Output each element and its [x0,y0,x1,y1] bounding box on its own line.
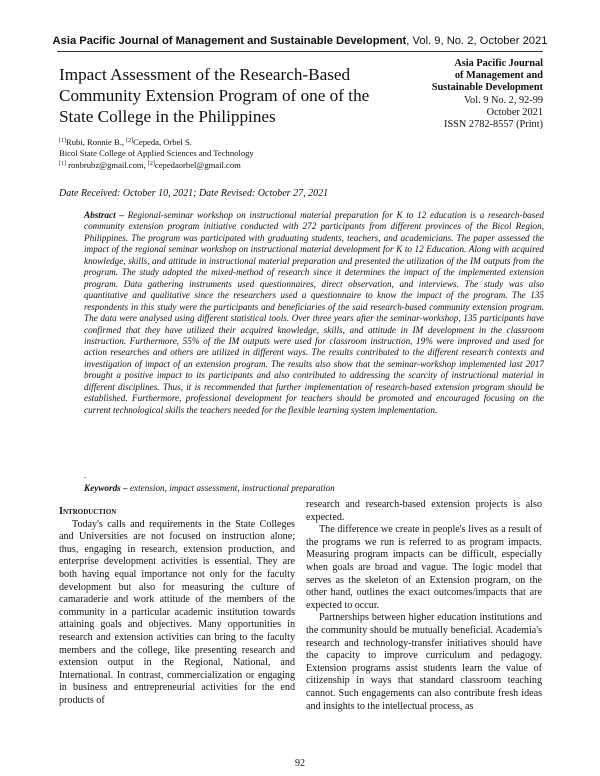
author-2-marker: [2] [126,138,134,144]
abstract-label: Abstract – [84,210,128,220]
date-received-revised: Date Received: October 10, 2021; Date Revised: October 27, 2021 [59,188,329,199]
header-rule [57,51,543,52]
left-column [59,506,295,708]
paper-title: Impact Assessment of the Research-Based Community Extension Program of one of the State College in the Philippines [59,65,370,126]
right-column [306,499,542,713]
right-paragraph-partnerships: Partnerships between higher education institutions and the community should be mutually beneficial. Academia's research and technology-transfer initiatives should have the capacity to improve curriculum and pedagogy. Extension programs assist students learn the value of citizenship in ways that standard classroom teaching cannot. Such engagements can also contribute fresh ideas and insights to the intellectual process, as [306,612,542,712]
page-number: 92 [295,758,305,769]
journal-name-line-1: Asia Pacific Journal [454,58,543,69]
right-paragraph-continued: research and research-based extension projects is also expected. [306,499,542,523]
journal-name-line-3: Sustainable Development [431,82,543,94]
journal-info-box [408,58,543,131]
abstract-text: Regional-seminar workshop on instructional material preparation for K to 12 education is a research-based community extension program initiative conducted with 272 participants from different provinces of the Bicol Region, Philippines. The program was participated with graduating students, teachers, and academicians. The paper assessed the impact of the regional seminar workshop on instructional material development for K to 12 Education. Along with acquired knowledge, skills, and attitude in instructional material preparation and presented the utilization of the IM outputs from the program. The study adopted the mixed-method of research since it determines the impact of the implemented extension program. Data gathering instruments used questionnaires, direct observation, and interviews. The study was also quantitative and qualitative since the researchers used a questionnaire to know the impact of the program. The 135 respondents in this study were the participants and beneficiaries of the said research-based community extension program. The data were analysed using different statistical tools. Over three years after the seminar-workshop, 135 participants have confirmed that they have utilized their acquired knowledge, skills, and attitude in IM development in the classroom instruction. Furthermore, 55% of the IM outputs were used for classroom instruction, 19% were improved and used for action researches and others are utilized in different ways. The results contributed to the different research contexts and investigation of impact of an extension program. The results also show that the seminar-workshop implemented last 2017 brought a positive impact to its participants and also contributed to addressing the scarcity of instructional material in different disciplines. Thus, it is recommended that further implementation of research-based extension program should be established. Furthermore, professional development for teachers should be promoted and encouraged focusing on the current technological skills the teachers needed for the flexible learning system implementation. [84,210,545,415]
authors-block [59,137,254,171]
running-header [0,35,600,47]
keywords-label: Keywords – [84,483,130,493]
abstract [84,210,544,416]
journal-issn: ISSN 2782-8557 (Print) [444,119,543,131]
email-2-marker: [2] [147,160,155,167]
author-affiliation: Bicol State College of Applied Sciences and Technology [59,148,254,159]
running-header-journal: Asia Pacific Journal of Management and Sustainable Development [52,35,407,47]
journal-date: October 2021 [486,106,543,118]
journal-name-line-2: of Management and [454,70,543,82]
author-2-name: Cepeda, Orbel S. [133,137,192,147]
section-heading-introduction: Introduction [59,506,117,517]
author-2-email: cepedaorbel@gmail.com [154,159,241,170]
intro-paragraph-1: Today's calls and requirements in the State Colleges and Universities are not focused on instruction alone; thus, engaging in research, extension production, and enterprise development activities is essential. They are both having equal importance not only for the faculty development but also for measuring the culture of camaraderie and work attitude of the members of the community in a particular academic institution towards attaining goals and objectives. Many opportunities in research and extension activities can bring to the faculty members and the college, like presenting research and extension output in the Regional, National, and International. In contrast, commercialization or engaging in business and entrepreneurial activities for the end products of [59,518,295,706]
author-1-name: Rubi, Ronnie B., [66,137,127,147]
abstract-end-dot: . [84,470,87,480]
running-header-details: , Vol. 9, No. 2, October 2021 [406,35,548,47]
author-1-marker: [1] [59,138,66,144]
email-1-marker: [1] [59,160,66,167]
keywords [84,483,335,493]
author-emails [59,160,254,171]
right-paragraph-program-impacts: The difference we create in people's lives as a result of the programs we run is referred to as program impacts. Measuring program impacts can be difficult, especially when goals are broad and vague. The logic model that serves as the skeleton of an Extension program, on the other hand, outlines the exact outcomes/impacts that are expected to occur. [306,524,542,611]
author-names [59,137,254,148]
keywords-text: extension, impact assessment, instructional preparation [129,483,335,493]
journal-volume: Vol. 9 No. 2, 92-99 [463,94,543,106]
author-1-email: ronbrubz@gmail.com, [66,159,148,170]
